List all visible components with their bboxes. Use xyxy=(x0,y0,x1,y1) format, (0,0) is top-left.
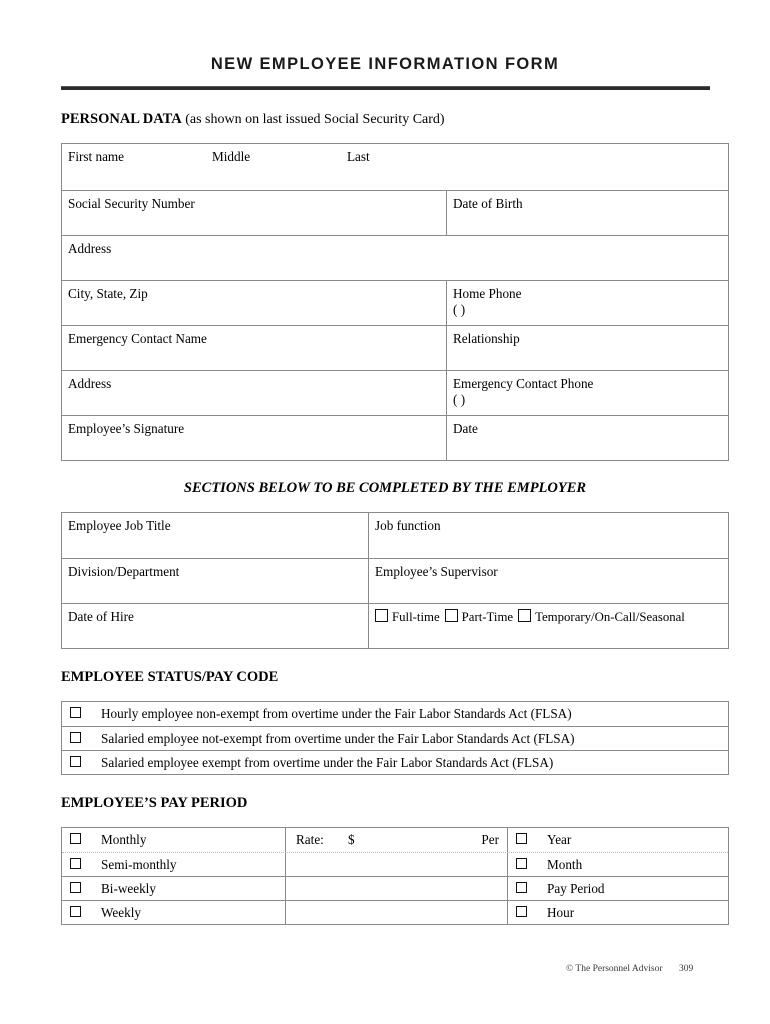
table-row xyxy=(62,370,728,415)
rate-cell[interactable] xyxy=(285,828,507,852)
signature-date-label: Date xyxy=(453,421,478,436)
job-function-cell[interactable] xyxy=(368,513,730,558)
per-unit-cell[interactable] xyxy=(507,901,730,924)
personal-data-table xyxy=(61,143,729,461)
footer-copyright: © The Personnel Advisor xyxy=(566,964,663,974)
pay-period-heading-label: EMPLOYEE’S PAY PERIOD xyxy=(61,795,248,811)
pay-period-table xyxy=(61,827,729,925)
table-row xyxy=(62,190,728,235)
job-title-label: Employee Job Title xyxy=(68,518,171,533)
title-divider xyxy=(61,86,710,90)
status-section-heading xyxy=(61,669,278,686)
employment-type-options xyxy=(375,610,685,624)
pay-frequency-cell[interactable] xyxy=(62,877,285,900)
table-row[interactable] xyxy=(62,726,728,750)
emergency-contact-name-label: Emergency Contact Name xyxy=(68,331,207,346)
table-row xyxy=(62,900,728,924)
checkbox-weekly[interactable] xyxy=(70,906,81,917)
supervisor-label: Employee’s Supervisor xyxy=(375,564,498,579)
checkbox-full-time[interactable] xyxy=(375,609,388,622)
table-row xyxy=(62,603,728,648)
pay-frequency-cell[interactable] xyxy=(62,853,285,876)
table-row xyxy=(62,558,728,603)
temporary-label: Temporary/On-Call/Seasonal xyxy=(535,610,685,624)
checkbox-hour[interactable] xyxy=(516,906,527,917)
ssn-label: Social Security Number xyxy=(68,196,195,211)
job-function-label: Job function xyxy=(375,518,441,533)
name-cell xyxy=(62,144,730,190)
checkbox-salaried-exempt[interactable] xyxy=(70,756,81,767)
last-name-label: Last xyxy=(347,149,370,164)
personal-data-heading-note: (as shown on last issued Social Security Card) xyxy=(181,112,445,127)
address-cell[interactable] xyxy=(62,236,730,280)
address-label: Address xyxy=(68,241,112,256)
table-row xyxy=(62,415,728,460)
per-unit-label: Year xyxy=(547,832,572,847)
per-unit-label: Month xyxy=(547,857,583,872)
table-row xyxy=(62,280,728,325)
rate-cell-continuation[interactable] xyxy=(285,853,507,876)
job-title-cell[interactable] xyxy=(62,513,368,558)
employer-section-table xyxy=(61,512,729,649)
currency-symbol: $ xyxy=(348,832,355,847)
relationship-label: Relationship xyxy=(453,331,520,346)
table-row[interactable] xyxy=(62,702,728,726)
date-of-hire-label: Date of Hire xyxy=(68,609,134,624)
date-of-hire-cell[interactable] xyxy=(62,604,368,648)
supervisor-cell[interactable] xyxy=(368,559,730,603)
table-row xyxy=(62,876,728,900)
signature-date-cell[interactable] xyxy=(446,416,730,460)
rate-cell-continuation[interactable] xyxy=(285,877,507,900)
table-row xyxy=(62,144,728,190)
pay-frequency-cell[interactable] xyxy=(62,901,285,924)
footer-page-number: 309 xyxy=(679,964,694,974)
status-section-heading-label: EMPLOYEE STATUS/PAY CODE xyxy=(61,669,279,685)
status-option-label: Hourly employee non-exempt from overtime under the Fair Labor Standards Act (FLSA) xyxy=(101,706,572,721)
employee-signature-label: Employee’s Signature xyxy=(68,421,185,436)
emergency-phone-area-code: ( ) xyxy=(453,392,466,407)
checkbox-semi-monthly[interactable] xyxy=(70,858,81,869)
pay-frequency-label: Monthly xyxy=(101,832,147,847)
checkbox-pay-period[interactable] xyxy=(516,882,527,893)
per-unit-label: Pay Period xyxy=(547,881,605,896)
status-pay-code-table xyxy=(61,701,729,775)
full-time-label: Full-time xyxy=(392,610,440,624)
relationship-cell[interactable] xyxy=(446,326,730,370)
division-department-cell[interactable] xyxy=(62,559,368,603)
pay-frequency-cell[interactable] xyxy=(62,828,285,852)
table-row xyxy=(62,513,728,558)
per-unit-cell[interactable] xyxy=(507,828,730,852)
pay-frequency-label: Bi-weekly xyxy=(101,881,156,896)
per-unit-cell[interactable] xyxy=(507,853,730,876)
pay-period-heading xyxy=(61,795,247,812)
checkbox-temporary[interactable] xyxy=(518,609,531,622)
division-department-label: Division/Department xyxy=(68,564,180,579)
part-time-label: Part-Time xyxy=(461,610,514,624)
dob-label: Date of Birth xyxy=(453,196,523,211)
per-label: Per xyxy=(481,832,499,847)
emergency-phone-cell[interactable] xyxy=(446,371,730,415)
personal-data-heading-label: PERSONAL DATA xyxy=(61,111,182,127)
home-phone-area-code: ( ) xyxy=(453,302,466,317)
employee-signature-cell[interactable] xyxy=(62,416,446,460)
per-unit-label: Hour xyxy=(547,905,575,920)
emergency-phone-label: Emergency Contact Phone xyxy=(453,376,594,391)
checkbox-year[interactable] xyxy=(516,833,527,844)
status-option-label: Salaried employee exempt from overtime under the Fair Labor Standards Act (FLSA) xyxy=(101,755,554,770)
table-row xyxy=(62,325,728,370)
table-row[interactable] xyxy=(62,750,728,774)
rate-label: Rate: xyxy=(296,832,324,847)
checkbox-monthly[interactable] xyxy=(70,833,81,844)
first-name-label: First name xyxy=(68,149,125,164)
checkbox-salaried-not-exempt[interactable] xyxy=(70,732,81,743)
status-option-label: Salaried employee not-exempt from overtime under the Fair Labor Standards Act (FLSA) xyxy=(101,731,575,746)
home-phone-cell[interactable] xyxy=(446,281,730,325)
city-state-zip-label: City, State, Zip xyxy=(68,286,148,301)
middle-name-label: Middle xyxy=(212,149,251,164)
per-unit-cell[interactable] xyxy=(507,877,730,900)
emergency-address-label: Address xyxy=(68,376,112,391)
personal-data-heading xyxy=(61,111,445,128)
table-row xyxy=(62,235,728,280)
checkbox-month[interactable] xyxy=(516,858,527,869)
home-phone-label: Home Phone xyxy=(453,286,522,301)
emergency-address-cell[interactable] xyxy=(62,371,446,415)
checkbox-part-time[interactable] xyxy=(445,609,458,622)
rate-cell-continuation[interactable] xyxy=(285,901,507,924)
table-row xyxy=(62,852,728,876)
pay-frequency-label: Weekly xyxy=(101,905,141,920)
employment-type-cell xyxy=(368,604,730,648)
table-row xyxy=(62,828,728,852)
page-title: NEW EMPLOYEE INFORMATION FORM xyxy=(210,55,560,73)
ssn-cell[interactable] xyxy=(62,191,446,235)
emergency-contact-name-cell[interactable] xyxy=(62,326,446,370)
dob-cell[interactable] xyxy=(446,191,730,235)
pay-frequency-label: Semi-monthly xyxy=(101,857,177,872)
city-state-zip-cell[interactable] xyxy=(62,281,446,325)
checkbox-hourly-non-exempt[interactable] xyxy=(70,707,81,718)
checkbox-bi-weekly[interactable] xyxy=(70,882,81,893)
employer-notice: SECTIONS BELOW TO BE COMPLETED BY THE EMPLOYER xyxy=(183,480,587,496)
